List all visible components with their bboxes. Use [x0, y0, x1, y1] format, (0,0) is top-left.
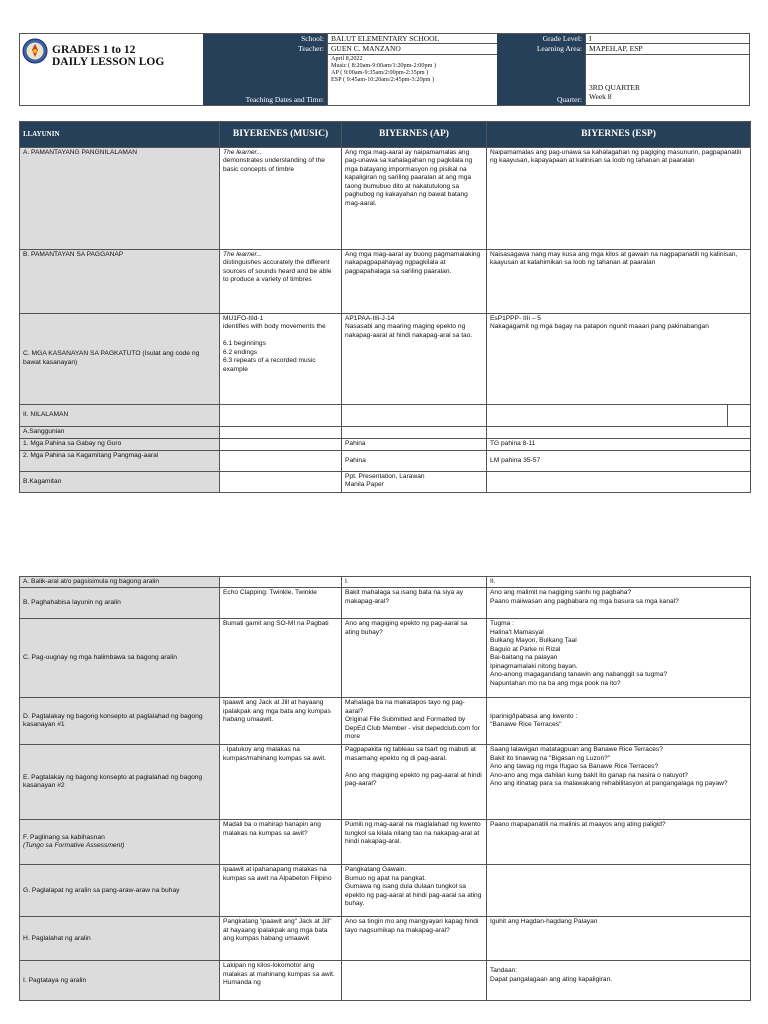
school-value: BALUT ELEMENTARY SCHOOL [327, 34, 497, 44]
title-line2: DAILY LESSON LOG [52, 56, 165, 68]
music-intro: The learner... [223, 251, 262, 258]
row-label: H. Paglalahat ng aralin [20, 917, 220, 961]
quarter-line2: Week 8 [589, 92, 612, 101]
quarter-line1: 3RD QUARTER [589, 83, 641, 92]
cell-ap: Pumili ng mag-aaral na maglalahad ng kwento tungkol sa kilala nilang tao na nakapag-aral at hindi nakapag-aral. [342, 820, 487, 865]
cell-esp: TG pahina 8-11 [487, 439, 751, 451]
cell-ap: Mahalaga ba na makatapos tayo ng pag-aaral? Original File Submitted and Formatted by DepEd Club Member - visit depedclub.com for more [342, 698, 487, 745]
cell-ap: Pangkatang Gawain. Bumuo ng apat na pangkat. Gumawa ng isang dula dulaan tungkol sa epekto ng pag-aaral at hindi pag-aaral sa ating buhay. [342, 865, 487, 917]
row-label: A. PAMANTAYANG PANGNILALAMAN [20, 148, 220, 250]
school-label: School: [301, 34, 324, 43]
music-text: distinguishes accurately the different sources of sounds heard and be able to produce a variety of timbres [223, 259, 332, 284]
procedure-table [19, 576, 751, 1001]
grade-value: I [585, 34, 749, 44]
row-label: B. PAMANTAYAN SA PAGGANAP [20, 250, 220, 314]
cell-ap: I. [342, 577, 487, 588]
cell-esp: II. [487, 577, 751, 588]
cell-music: Echo Clapping: Twinkle, Twinkle [220, 588, 342, 619]
cell-ap: Pagpapakita ng tableau sa tsart ng mabuti at masamang epekto ng di pag-aaral. Ano ang magiging epekto ng pag-aaral at hindi pag-aaral? [342, 745, 487, 820]
row-label: D. Pagtalakay ng bagong konsepto at paglalahad ng bagong kasanayan #1 [20, 698, 220, 745]
col-header-layunin: I.LAYUNIN [20, 122, 220, 148]
row-label-magaaral: 2. Mga Pahina sa Kagamitang Pangmag-aaral [20, 451, 220, 472]
grade-label: Grade Level: [542, 34, 582, 43]
cell-esp: Naipamamalas ang pag-unawa sa kahalagahan ng pagiging masunurin, pagpapanatili ng kaayusan, kapayapaan at kalinisan sa loob ng tahanan at paaralan [487, 148, 751, 250]
cell-ap [342, 961, 487, 1001]
row-label-sanggunian: A.Sanggunian [20, 427, 220, 439]
dates-label: Teaching Dates and Time: [245, 95, 324, 104]
col-header-ap: BIYERNES (AP) [342, 122, 487, 148]
row-label [20, 820, 220, 865]
cell-music: . Ipatukoy ang malakas na kumpas/mahinang kumpas sa awit. [220, 745, 342, 820]
cell-ap: Pahina [342, 439, 487, 451]
row-label: C. Pag-uugnay ng mga halimbawa sa bagong aralin [20, 619, 220, 698]
cell-esp: Saang lalawigan matatagpuan ang Banawe Rice Terraces? Bakit ito tinawag na "Bigasan ng Luzon?" Ano ang tawag ng mga Ifugao sa Banawe Rice Terraces? Ano-ano ang mga dahilan kung bakit ito ganap na nasira o natuyot? Ano ang itinatag para sa malawakang rehabilitasyon at pangangalaga ng payaw? [487, 745, 751, 820]
teacher-value: GUEN C. MANZANO [327, 44, 497, 55]
cell-ap: Ano ang magiging epekto ng pag-aaral sa ating buhay? [342, 619, 487, 698]
col-header-music: BIYERENES (MUSIC) [220, 122, 342, 148]
row-label-sub: (Tungo sa Formative Assessment) [23, 842, 125, 850]
cell-music [220, 250, 342, 314]
cell-music [220, 148, 342, 250]
cell-music: Madali ba o mahirap hanapin ang malakas na kumpas sa awit? [220, 820, 342, 865]
dates-value: April 8,2022 Music ( 8:20am-9:00am/1:20pm-2:00pm ) AP ( 9:00am-9:35am/2:00pm-2:35pm ) ESP ( 9:45am-10:20am/2:45pm-3:20pm ) [327, 55, 497, 105]
row-label: I. Pagtataya ng aralin [20, 961, 220, 1001]
col-header-esp: BIYERNES (ESP) [487, 122, 751, 148]
cell-esp: LM pahina 35-57 [487, 451, 751, 472]
cell-esp [487, 865, 751, 917]
cell-ap: Ang mga mag-aaral ay buong pagmamalaking nakapagpapahayag ngpagkilala at pagpapahalaga sa sariling paaralan. [342, 250, 487, 314]
music-intro: The learner... [223, 149, 262, 156]
row-label: C. MGA KASANAYAN SA PAGKATUTO (Isulat ang code ng bawat kasanayan) [20, 314, 220, 405]
title-line1: GRADES 1 to 12 [52, 44, 136, 56]
cell-music: Lakipan ng kilos-lokomotor ang malakas at mahinang kumpas sa awit. Humanda ng [220, 961, 342, 1001]
row-label-kagamitan: B.Kagamitan [20, 472, 220, 493]
cell-esp: Tugma : Halina't Mamasyal Bulkang Mayon, Bulkang Taal Baguio at Parke ni Rizal Bai-baitang na palayan Ipinagmamalaki nitong bayan. Ano-anong magagandang tanawin ang nabanggit sa tugma? Napuntahan mo na ba ang mga pook na ito? [487, 619, 751, 698]
cell-esp: Naisasagawa nang may kusa ang mga kilos at gawain na nagpapanatili ng kalinisan, kaayusan at katahimikan sa loob ng tahanan at paaralan [487, 250, 751, 314]
cell-ap: Ang mga mag-aaral ay naipamamalas ang pag-unawa sa kahalagahan ng pagkilala ng mga batayang impormasyon ng pisikal na kapaligiran ng sariling paaralan at ang mga taong bumubuo dito at nakatutulong sa paghubog ng kakayahan ng bawat batang mag-aaral. [342, 148, 487, 250]
header-box [19, 33, 750, 106]
doc-title [52, 44, 164, 68]
cell-esp: Tandaan: Dapat pangalagaan ang ating kapaligiran. [487, 961, 751, 1001]
cell-esp: Paano mapapanatili na malinis at maayos ang ating paligid? [487, 820, 751, 865]
cell-ap: AP1PAA-IIIi-J-14 Nasasabi ang maaring maging epekto ng nakapag-aaral at hindi nakapag-aral sa tao. [342, 314, 487, 405]
row-label: E. Pagtalakay ng bagong konsepto at paglalahad ng bagong kasanayan #2 [20, 745, 220, 820]
cell-music: Ipaawit ang Jack at Jill at hayaang ipalakpak ang mga bata ang kumpas habang umaawit. [220, 698, 342, 745]
quarter-value [585, 55, 749, 105]
area-value: MAPEH,AP, ESP [585, 44, 749, 55]
objectives-table [19, 121, 751, 493]
music-text: demonstrates understanding of the basic concepts of timbre [223, 157, 325, 173]
area-label: Learning Area: [536, 44, 582, 53]
cell-music: MU1FO-IIId-1 identifies with body movements the 6.1 beginnings 6.2 endings 6.3 repeats of a recorded music example [220, 314, 342, 405]
row-label-nilalaman: II. NILALAMAN [20, 405, 220, 427]
teacher-label: Teacher: [298, 44, 324, 53]
cell-ap: Bakit mahalaga sa isang bata na siya ay makapag-aral? [342, 588, 487, 619]
cell-music: Bumati gamit ang SO-MI na Pagbati [220, 619, 342, 698]
cell-esp: Ano ang malimit na nagiging sanhi ng pagbaha? Paano maiiwasan ang pagbabara ng mga basura sa mga kanal? [487, 588, 751, 619]
row-label: B. Paghahabisa layunin ng aralin [20, 588, 220, 619]
row-label: G. Paglalapat ng aralin sa pang-araw-araw na buhay [20, 865, 220, 917]
cell-ap: Ppt. Presentation, Larawan Manila Paper [342, 472, 487, 493]
cell-music: Ipaawit at ipahanapang malakas na kumpas sa awit na Alpabeton Filipino [220, 865, 342, 917]
quarter-label: Quarter: [557, 95, 582, 104]
cell-esp: Iguhit ang Hagdan-hagdang Palayan [487, 917, 751, 961]
cell-music: Pangkatang 'ipaawit ang" Jack at Jill" at hayaang ipalakpak ang mga bata ang kumpas habang umaawit [220, 917, 342, 961]
cell-ap: Ano sa tingin mo ang mangyayari kapag hindi tayo nagsumikap na makapag-aral? [342, 917, 487, 961]
cell-esp: Iparinig/Ipabasa ang kwento : "Banawe Rice Terraces" [487, 698, 751, 745]
cell-music [220, 577, 342, 588]
cell-esp: EsP1PPP- IIIi – 5 Nakagagamit ng mga bagay na patapon ngunit maaari pang pakinabangan [487, 314, 751, 405]
cell-ap: Pahina [342, 451, 487, 472]
row-label-text: F. Paglinang sa kabihasnan [23, 833, 105, 841]
deped-seal-icon [22, 38, 48, 64]
row-label: A. Balik-aral at/o pagsisimula ng bagong aralin [20, 577, 220, 588]
row-label-guro: 1. Mga Pahina sa Gabay ng Guro [20, 439, 220, 451]
